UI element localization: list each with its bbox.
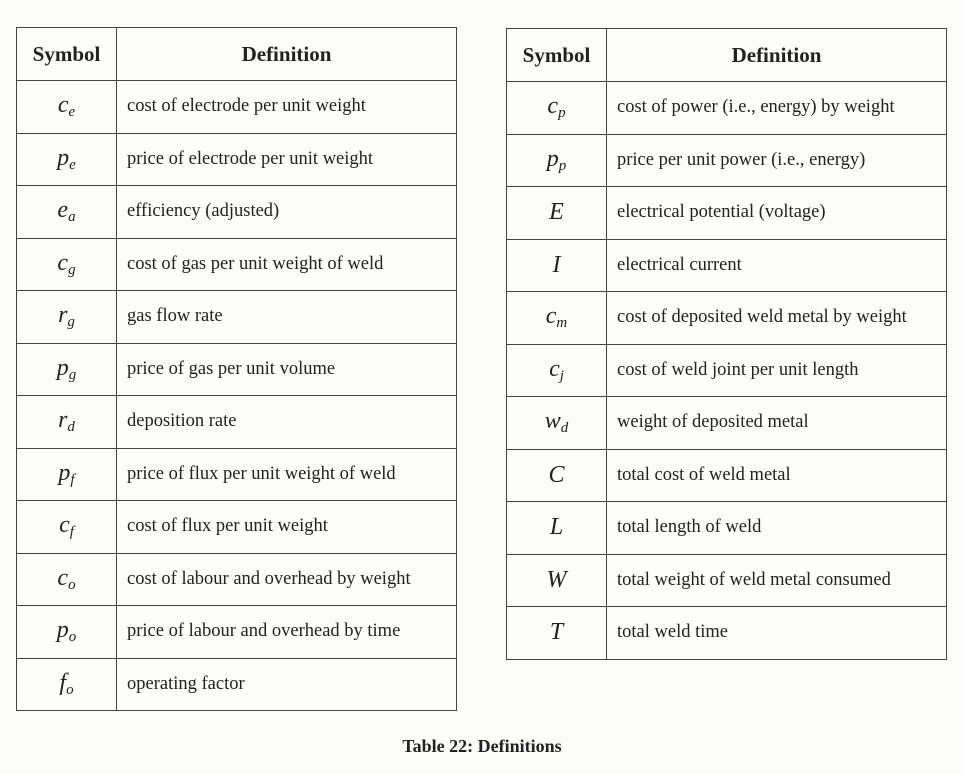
symbol-subscript: f [70, 471, 75, 488]
definition-cell: gas flow rate [117, 291, 457, 344]
symbol-base: W [546, 566, 567, 593]
definition-cell: total weld time [607, 607, 947, 660]
symbol-base: f [59, 669, 67, 696]
definition-cell: total cost of weld metal [607, 449, 947, 502]
symbol-base: p [56, 617, 69, 644]
definition-cell: cost of flux per unit weight [117, 501, 457, 554]
table-row [17, 396, 457, 449]
definition-cell: operating factor [117, 658, 457, 711]
table-row [17, 658, 457, 711]
symbol-cell [507, 449, 607, 502]
definitions-table-left [16, 27, 457, 711]
symbol-subscript: o [68, 629, 77, 646]
symbol-cell [17, 658, 117, 711]
symbol-header: Symbol [17, 28, 117, 81]
symbol-cell [17, 343, 117, 396]
symbol-cell [507, 397, 607, 450]
table-row [17, 606, 457, 659]
table-row [507, 187, 947, 240]
table-row [507, 292, 947, 345]
symbol-subscript: f [69, 524, 74, 541]
symbol-base: E [549, 199, 564, 226]
definition-cell: weight of deposited metal [607, 397, 947, 450]
symbol-cell [507, 344, 607, 397]
symbol-subscript: p [558, 105, 566, 122]
symbol-cell [507, 239, 607, 292]
definition-cell: price per unit power (i.e., energy) [607, 134, 947, 187]
symbol-cell [17, 133, 117, 186]
symbol-header: Symbol [507, 29, 607, 82]
symbol-subscript: d [560, 420, 569, 437]
definition-cell: cost of weld joint per unit length [607, 344, 947, 397]
header-row [17, 28, 457, 81]
symbol-cell [17, 553, 117, 606]
symbol-base: p [57, 144, 70, 171]
symbol-subscript: d [67, 419, 75, 436]
table-row [17, 238, 457, 291]
table-row [507, 607, 947, 660]
symbol-base: p [58, 459, 71, 486]
symbol-base: r [58, 407, 68, 434]
definition-cell: cost of power (i.e., energy) by weight [607, 82, 947, 135]
symbol-cell [17, 81, 117, 134]
definition-cell: electrical potential (voltage) [607, 187, 947, 240]
table-row [17, 343, 457, 396]
header-row [507, 29, 947, 82]
symbol-cell [507, 292, 607, 345]
table-row [17, 291, 457, 344]
table-row [507, 344, 947, 397]
symbol-base: r [58, 302, 68, 329]
definition-cell: cost of deposited weld metal by weight [607, 292, 947, 345]
definition-cell: deposition rate [117, 396, 457, 449]
table-row [17, 133, 457, 186]
symbol-subscript: m [556, 315, 568, 332]
table-row [507, 397, 947, 450]
definition-header: Definition [117, 28, 457, 81]
symbol-subscript: p [558, 157, 567, 174]
definition-cell: price of electrode per unit weight [117, 133, 457, 186]
symbol-base: C [548, 461, 565, 488]
table-row [17, 186, 457, 239]
symbol-cell [507, 607, 607, 660]
definition-cell: total weight of weld metal consumed [607, 554, 947, 607]
symbol-cell [507, 502, 607, 555]
symbol-base: c [57, 249, 69, 276]
table-row [507, 502, 947, 555]
symbol-base: c [545, 303, 557, 330]
symbol-base: e [57, 197, 69, 224]
symbol-subscript: g [68, 366, 77, 383]
symbol-cell [17, 501, 117, 554]
table-row [17, 81, 457, 134]
symbol-cell [17, 606, 117, 659]
symbol-cell [507, 134, 607, 187]
definition-cell: cost of labour and overhead by weight [117, 553, 457, 606]
symbol-base: c [547, 93, 559, 120]
table-row [17, 501, 457, 554]
symbol-subscript: a [68, 209, 76, 226]
symbol-base: c [59, 512, 70, 539]
symbol-subscript: j [559, 367, 564, 384]
symbol-subscript: o [68, 576, 76, 593]
table-row [507, 134, 947, 187]
table-row [507, 82, 947, 135]
table-row [17, 448, 457, 501]
symbol-base: w [544, 408, 561, 435]
symbol-subscript: g [68, 261, 76, 278]
symbol-cell [17, 448, 117, 501]
definition-cell: cost of electrode per unit weight [117, 81, 457, 134]
symbol-base: T [549, 619, 564, 646]
symbol-cell [507, 187, 607, 240]
definition-cell: cost of gas per unit weight of weld [117, 238, 457, 291]
table-row [507, 554, 947, 607]
definition-cell: price of gas per unit volume [117, 343, 457, 396]
symbol-cell [507, 554, 607, 607]
symbol-cell [17, 291, 117, 344]
definition-header: Definition [607, 29, 947, 82]
symbol-base: I [552, 251, 561, 278]
definition-cell: total length of weld [607, 502, 947, 555]
symbol-subscript: g [67, 314, 75, 331]
symbol-subscript: e [68, 104, 76, 121]
definition-cell: price of flux per unit weight of weld [117, 448, 457, 501]
symbol-base: c [549, 355, 560, 382]
definition-cell: electrical current [607, 239, 947, 292]
symbol-cell [507, 82, 607, 135]
symbol-base: c [57, 564, 69, 591]
table-row [507, 239, 947, 292]
symbol-subscript: o [66, 681, 74, 698]
symbol-base: c [57, 92, 69, 119]
table-row [17, 553, 457, 606]
symbol-base: p [56, 354, 69, 381]
symbol-cell [17, 186, 117, 239]
symbol-cell [17, 396, 117, 449]
symbol-subscript: e [69, 156, 76, 173]
definition-cell: price of labour and overhead by time [117, 606, 457, 659]
definition-cell: efficiency (adjusted) [117, 186, 457, 239]
definitions-table-right [506, 28, 947, 660]
symbol-base: p [546, 145, 559, 172]
symbol-cell [17, 238, 117, 291]
table-row [507, 449, 947, 502]
table-caption: Table 22: Definitions [402, 736, 562, 756]
symbol-base: L [549, 514, 564, 541]
